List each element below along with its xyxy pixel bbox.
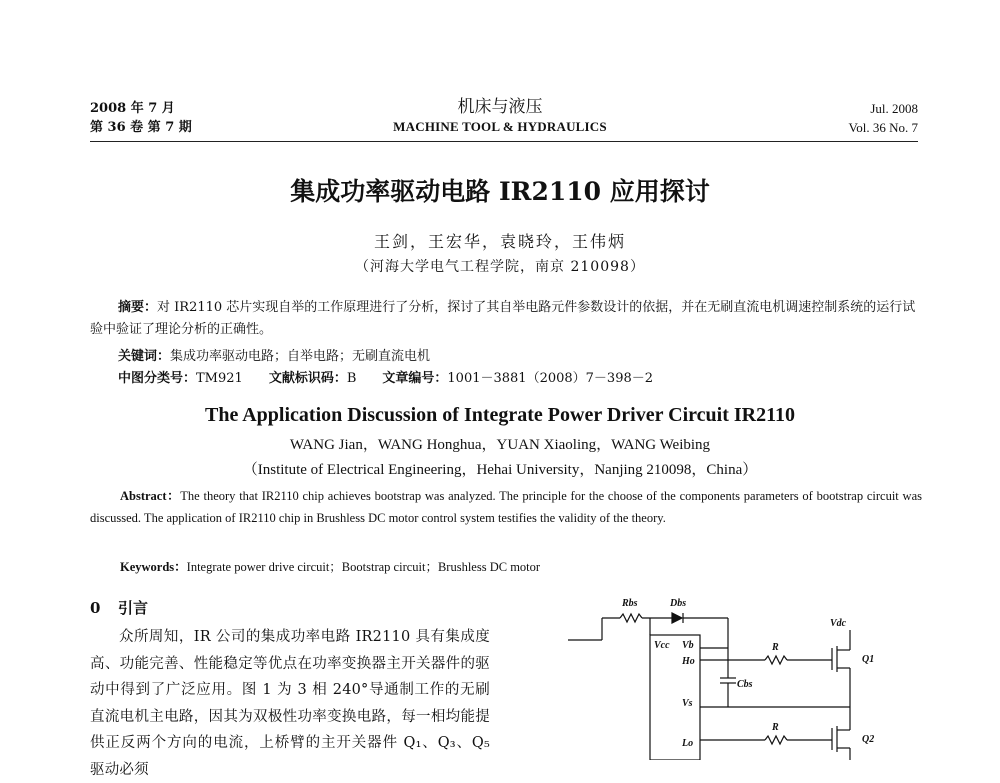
classification-line — [118, 367, 653, 386]
label-cbs: Cbs — [737, 679, 753, 690]
circuit-diagram — [560, 590, 910, 760]
body-paragraph: 众所周知，IR 公司的集成功率电路 IR2110 具有集成度高、功能完善、性能稳定等优点在功率变换器主开关器件的驱动中得到了广泛应用。图 1 为 3 相 240°导通制工作的无刷直流电机主电路，因其为双极性功率变换电路，每一相均能提供正反两个方向的电流，上桥臂的主开关器件 Q₁、Q₃、Q₅ 驱动必须 — [90, 629, 490, 778]
paper-affiliation: （河海大学电气工程学院，南京 210098） — [355, 259, 645, 275]
journal-header-left — [90, 99, 192, 137]
section-title: 引言 — [118, 599, 149, 617]
label-lo: Lo — [682, 738, 694, 749]
abstract-cn-label: 摘要： — [118, 300, 158, 315]
keywords-cn-text: 集成功率驱动电路；自举电路；无刷直流电机 — [170, 349, 431, 364]
label-vdc: Vdc — [830, 618, 847, 629]
label-r2: R — [772, 722, 779, 733]
label-rbs: Rbs — [622, 598, 638, 609]
gate-resistor-2 — [765, 736, 787, 744]
english-abstract-label: Abstract： — [120, 489, 181, 503]
english-affiliation: （Institute of Electrical Engineering，Hehai University，Nanjing 210098，China） — [242, 462, 758, 478]
journal-name-en: MACHINE TOOL & HYDRAULICS — [393, 119, 607, 134]
label-vs: Vs — [682, 698, 693, 709]
english-authors: WANG Jian，WANG Honghua，YUAN Xiaoling，WANG Weibing — [289, 437, 711, 453]
article-number-value: 1001－3881（2008）7－398－2 — [447, 371, 654, 386]
issue-date-en: Jul. 2008 — [870, 101, 918, 116]
english-title: The Application Discussion of Integrate Power Driver Circuit IR2110 — [205, 404, 795, 426]
journal-header-right — [849, 99, 918, 137]
label-dbs: Dbs — [670, 598, 687, 609]
label-vcc: Vcc — [654, 640, 670, 651]
label-ho: Ho — [682, 656, 695, 667]
label-vb: Vb — [682, 640, 694, 651]
section-number: 0 — [90, 599, 101, 617]
issue-date: 2008 年 7 月 — [90, 101, 175, 116]
issue-volume-en: Vol. 36 No. 7 — [848, 120, 918, 135]
issue-volume-cn: 第 36 卷 第 7 期 — [90, 120, 192, 135]
abstract-cn — [90, 297, 922, 341]
section-heading — [90, 597, 148, 618]
doc-code-value: B — [346, 371, 357, 386]
paper-authors: 王剑，王宏华，袁晓玲，王伟炳 — [373, 232, 626, 251]
rbs-resistor — [620, 614, 642, 622]
dbs-diode — [672, 613, 682, 623]
journal-header-center — [300, 96, 700, 136]
journal-name-cn: 机床与液压 — [457, 97, 543, 117]
label-q2: Q2 — [862, 734, 875, 745]
doc-code-label: 文献标识码： — [268, 371, 347, 386]
label-q1: Q1 — [862, 654, 875, 665]
english-keywords-text: Integrate power drive circuit；Bootstrap circuit；Brushless DC motor — [186, 560, 541, 574]
clc-value: TM921 — [196, 371, 243, 386]
keywords-cn — [118, 345, 430, 364]
english-keywords — [120, 557, 540, 575]
paper-title: 集成功率驱动电路 IR2110 应用探讨 — [290, 177, 710, 206]
english-keywords-label: Keywords： — [120, 560, 187, 574]
gate-resistor-1 — [765, 656, 787, 664]
label-r1: R — [772, 642, 779, 653]
article-number-label: 文章编号： — [382, 371, 448, 386]
header-rule — [90, 141, 918, 142]
abstract-cn-text: 对 IR2110 芯片实现自举的工作原理进行了分析，探讨了其自举电路元件参数设计的依据，并在无刷直流电机调速控制系统的运行试验中验证了理论分析的正确性。 — [90, 300, 916, 337]
keywords-cn-label: 关键词： — [118, 349, 171, 364]
english-abstract-text: The theory that IR2110 chip achieves bootstrap was analyzed. The principle for the choose of the components parameters of bootstrap circuit was discussed. The application of IR2110 chip in Brushless DC motor control system testifies the validity of the theory. — [90, 489, 922, 525]
english-abstract — [90, 485, 922, 529]
clc-label: 中图分类号： — [118, 371, 197, 386]
